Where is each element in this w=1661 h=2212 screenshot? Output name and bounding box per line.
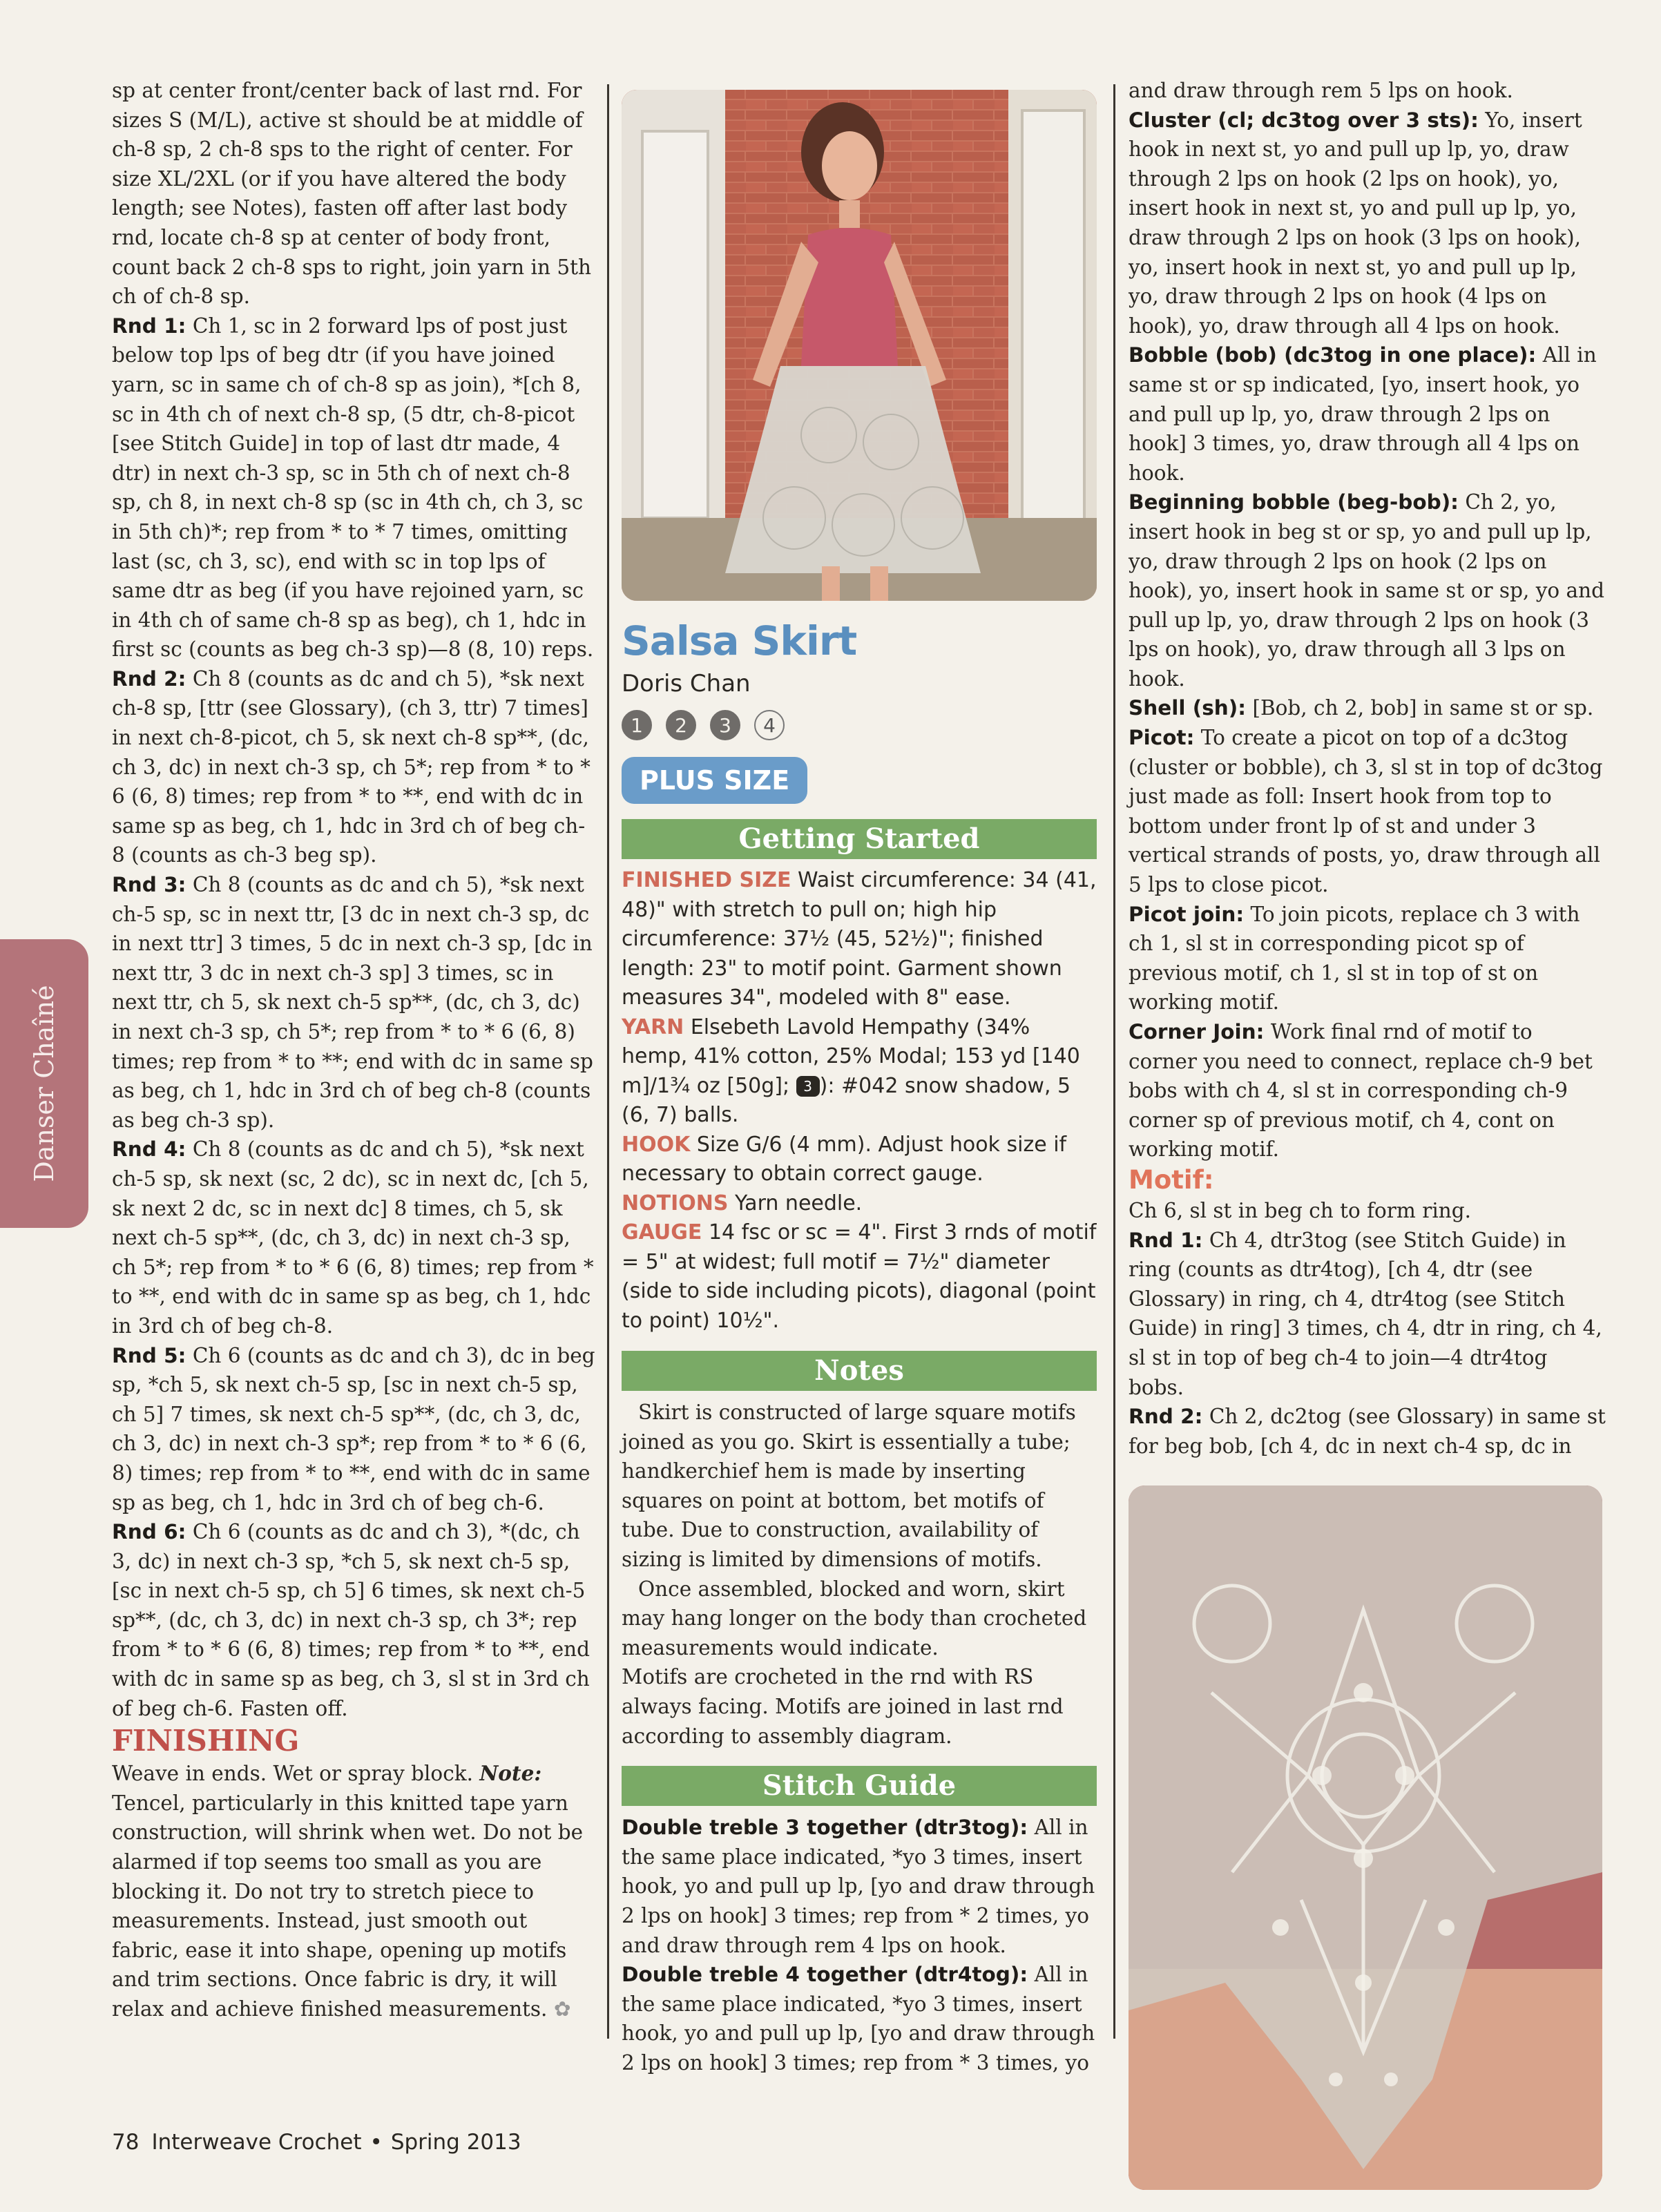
- flower-end-icon: ✿: [553, 1997, 571, 2021]
- cluster-entry: [1129, 106, 1606, 341]
- yarn-text-a: Elsebeth Lavold Hempathy (34% hemp, 41% cotton, 25% Modal; 153 yd [140 m]/1¾ oz [50g];: [622, 1014, 1080, 1098]
- yarn-weight-icon: 3: [796, 1076, 820, 1097]
- pattern-author: Doris Chan: [622, 670, 751, 698]
- round-1-text: Ch 1, sc in 2 forward lps of post just below top lps of beg dtr (if you have joined yarn, sc in same ch of ch-8 sp as join), *[ch 8, sc in 4th ch of next ch-8 sp, (5 dtr, ch-8-picot [see Stitch Guide] in top of last dtr made, 4 dtr) in next ch-3 sp, sc in 5th ch of next ch-8 sp, ch 8, in next ch-8 sp (sc in 4th ch, ch 3, sc in 5th ch)*; rep from * to * 7 times, omitting last (sc, ch 3, sc), end with sc in top lps of same dtr as beg (if you have rejoined yarn, sc in 4th ch of same ch-8 sp as beg), ch 1, hdc in first sc (counts as beg ch-3 sp)—8 (8, 10) reps.: [112, 314, 594, 662]
- round-5-paragraph: [112, 1341, 595, 1518]
- round-4-paragraph: [112, 1135, 595, 1340]
- bobble-entry: [1129, 340, 1606, 488]
- column-rule-right: [1113, 84, 1115, 2039]
- skill-level-4: 4: [754, 710, 785, 740]
- getting-started-section: [622, 866, 1097, 1336]
- round-3-text: Ch 8 (counts as dc and ch 5), *sk next ch-5 sp, sc in next ttr, [3 dc in next ch-3 sp, dc in next ttr] 3 times, 5 dc in next ch-3 sp, [dc in next ttr, 3 dc in next ch-3 sp] 3 times, sc in next ttr, ch 5, sk next ch-5 sp**, (dc, ch 3, dc) in next ch-3 sp, ch 5*; rep from * to * 6 (6, 8) times; rep from * to **; end with dc in same sp as beg, ch 1, hdc in 3rd ch of beg ch-8 (counts as beg ch-3 sp).: [112, 873, 593, 1132]
- lace-detail-photo: [1129, 1485, 1602, 2190]
- dtr3tog-heading: Double treble 3 together (dtr3tog):: [622, 1816, 1028, 1840]
- notes-heading: Notes: [622, 1351, 1097, 1391]
- cluster-heading: Cluster (cl; dc3tog over 3 sts):: [1129, 108, 1479, 132]
- beg-bobble-heading: Beginning bobble (beg-bob):: [1129, 490, 1459, 514]
- finishing-note-label: Note:: [479, 1761, 542, 1786]
- dtr4tog-text: All in the same place indicated, *yo 3 times, insert hook, yo and pull up lp, [yo and draw through 2 lps on hook] 3 times; rep from * 3 times, yo: [622, 1963, 1095, 2075]
- yarn-paragraph: [622, 1013, 1097, 1131]
- page-number: 78: [112, 2130, 140, 2155]
- shell-text: [Bob, ch 2, bob] in same st or sp.: [1246, 696, 1594, 720]
- round-2-paragraph: [112, 664, 595, 870]
- round-1-label: Rnd 1:: [112, 314, 186, 338]
- plus-size-badge: PLUS SIZE: [622, 757, 807, 804]
- beg-bobble-entry: [1129, 488, 1606, 693]
- shell-entry: [1129, 693, 1606, 723]
- motif-rnd-1: [1129, 1226, 1606, 1403]
- round-2-text: Ch 8 (counts as dc and ch 5), *sk next ch-8 sp, [ttr (see Glossary), (ch 3, ttr) 7 times] in next ch-8-picot, ch 5, sk next ch-8 sp**, (dc, ch 3, dc) in next ch-3 sp, ch 5*; rep from * to * 6 (6, 8) times; rep from * to **, end with dc in same sp as beg, ch 1, hdc in 3rd ch of beg ch-8 (counts as ch-3 beg sp).: [112, 666, 591, 867]
- notions-text: Yarn needle.: [728, 1191, 863, 1215]
- finishing-paragraph: [112, 1759, 595, 2023]
- notes-paragraph-1: Skirt is constructed of large square motifs joined as you go. Skirt is essentially a tube; handkerchief hem is made by inserting squares on point at bottom, bet motifs of tube. Due to construction, availability of sizing is limited by dimensions of motifs.: [622, 1401, 1076, 1571]
- motif-rnd-2: [1129, 1402, 1606, 1461]
- round-6-label: Rnd 6:: [112, 1520, 186, 1544]
- skill-level-2: 2: [666, 710, 696, 740]
- gauge-label: GAUGE: [622, 1220, 702, 1244]
- round-2-label: Rnd 2:: [112, 666, 186, 691]
- lace-detail-image: [1129, 1485, 1602, 2190]
- motif-rnd-1-text: Ch 4, dtr3tog (see Stitch Guide) in ring (counts as dtr4tog), [ch 4, dtr (see Glossary) in ring, ch 4, dtr4tog (see Stitch Guide) in ring] 3 times, ch 4, dtr in ring, ch 4, sl st in top of beg ch-4 to join—4 dtr4tog bobs.: [1129, 1228, 1602, 1399]
- beg-bobble-text: Ch 2, yo, insert hook in beg st or sp, yo and pull up lp, yo, draw through 2 lps on hook (2 lps on hook), yo, insert hook in same st or sp, yo and pull up lp, yo, draw through 2 lps on hook (3 lps on hook), yo, draw through all 3 lps on hook.: [1129, 490, 1604, 691]
- motif-heading: Motif:: [1129, 1164, 1214, 1195]
- motif-intro: Ch 6, sl st in beg ch to form ring.: [1129, 1198, 1472, 1222]
- dtr4tog-entry: [622, 1960, 1097, 2077]
- pattern-title: Salsa Skirt: [622, 617, 857, 664]
- bobble-text: All in same st or sp indicated, [yo, insert hook, yo and pull up lp, yo, draw through 2 lps on hook] 3 times, yo, draw through all 4 lps on hook.: [1129, 343, 1597, 485]
- model-photo-image: [622, 90, 1097, 601]
- dtr4tog-continued: and draw through rem 5 lps on hook.: [1129, 79, 1513, 102]
- hook-paragraph: [622, 1131, 1097, 1189]
- motif-rnd-2-text: Ch 2, dc2tog (see Glossary) in same st for beg bob, [ch 4, dc in next ch-4 sp, dc in: [1129, 1405, 1606, 1458]
- finished-size-text: Waist circumference: 34 (41, 48)" with stretch to pull on; high hip circumference: 37½ (45, 52½)"; finished length: 23" to motif point. Garment shown measures 34", modeled with 8" ease.: [622, 868, 1097, 1010]
- corner-join-text: Work final rnd of motif to corner you need to connect, replace ch-9 bet bobs with ch 4, sl st in corresponding ch-9 corner sp of previous motif, ch 4, cont on working motif.: [1129, 1020, 1593, 1162]
- finishing-heading: FINISHING: [112, 1724, 300, 1758]
- round-4-label: Rnd 4:: [112, 1137, 186, 1162]
- finishing-text-b: Tencel, particularly in this knitted tape yarn construction, will shrink when wet. Do not be alarmed if top seems too small as you are blocking it. Do not try to stretch piece to measurements. Instead, just smooth out fabric, ease it into shape, opening up motifs and trim sections. Once fabric is dry, it will relax and achieve finished measurements.: [112, 1791, 584, 2021]
- finished-size-label: FINISHED SIZE: [622, 868, 791, 892]
- section-side-tab: [0, 939, 88, 1228]
- picot-join-heading: Picot join:: [1129, 902, 1245, 926]
- dtr3tog-entry: [622, 1813, 1097, 1960]
- skill-level-3: 3: [710, 710, 740, 740]
- hook-text: Size G/6 (4 mm). Adjust hook size if necessary to obtain correct gauge.: [622, 1132, 1067, 1186]
- model-photo: [622, 90, 1097, 601]
- round-5-label: Rnd 5:: [112, 1343, 186, 1367]
- round-list: [112, 311, 595, 1724]
- corner-join-entry: [1129, 1017, 1606, 1164]
- round-4-text: Ch 8 (counts as dc and ch 5), *sk next ch-5 sp, sk next (sc, 2 dc), sc in next dc, [ch 5, sk next 2 dc, sc in next dc] 8 times, ch 5, sk next ch-5 sp**, (dc, ch 3, dc) in next ch-3 sp, ch 5*; rep from * to * 6 (6, 8) times; rep from * to **, end with dc in same sp as beg, ch 1, hdc in 3rd ch of beg ch-8.: [112, 1137, 594, 1338]
- skill-level-indicator: [622, 710, 1097, 740]
- finished-size-paragraph: [622, 866, 1097, 1013]
- stitch-guide-heading: Stitch Guide: [622, 1766, 1097, 1806]
- gauge-text: 14 fsc or sc = 4". First 3 rnds of motif = 5" at widest; full motif = 7½" diameter (side to side including picots), diagonal (point to point) 10½".: [622, 1220, 1097, 1333]
- dtr3tog-text: All in the same place indicated, *yo 3 times, insert hook, yo and pull up lp, [yo and draw through 2 lps on hook] 3 times; rep from * 2 times, yo and draw through rem 4 lps on hook.: [622, 1816, 1095, 1957]
- issue-name: Spring 2013: [390, 2130, 521, 2155]
- cluster-text: Yo, insert hook in next st, yo and pull up lp, yo, draw through 2 lps on hook (2 lps on hook), yo, insert hook in next st, yo and pull up lp, yo, draw through 2 lps on hook (3 lps on hook), yo, insert hook in next st, yo and pull up lp, yo, draw through 2 lps on hook (4 lps on hook), yo, draw through all 4 lps on hook.: [1129, 108, 1582, 338]
- round-3-label: Rnd 3:: [112, 873, 186, 897]
- notions-paragraph: [622, 1189, 1097, 1219]
- skill-level-1: 1: [622, 710, 652, 740]
- side-tab-label: Danser Chaîné: [29, 985, 59, 1182]
- round-1-paragraph: [112, 311, 595, 664]
- getting-started-heading: Getting Started: [622, 819, 1097, 859]
- shell-heading: Shell (sh):: [1129, 696, 1247, 720]
- picot-text: To create a picot on top of a dc3tog (cluster or bobble), ch 3, sl st in top of dc3tog just made as foll: Insert hook from top to bottom under front lp of st and under 3 vertical strands of posts, yo, draw through all 5 lps to close picot.: [1129, 726, 1603, 897]
- column-1: [112, 76, 595, 2024]
- column-3: [1129, 76, 1606, 2190]
- gauge-paragraph: [622, 1218, 1097, 1336]
- bobble-heading: Bobble (bob) (dc3tog in one place):: [1129, 343, 1537, 367]
- column-rule-left: [607, 84, 609, 2039]
- round-3-paragraph: [112, 870, 595, 1135]
- picot-join-text: To join picots, replace ch 3 with ch 1, sl st in corresponding picot sp of previous motif, ch 1, sl st in top of st on working motif.: [1129, 902, 1580, 1014]
- footer-bullet: •: [369, 2130, 383, 2155]
- magazine-name: Interweave Crochet: [151, 2130, 362, 2155]
- finishing-text-a: Weave in ends. Wet or spray block.: [112, 1762, 480, 1786]
- round-6-text: Ch 6 (counts as dc and ch 3), *(dc, ch 3, dc) in next ch-3 sp, *ch 5, sk next ch-5 sp, [sc in next ch-5 sp, ch 5] 6 times, sk next ch-5 sp**, (dc, ch 3, dc) in next ch-3 sp, ch 3*; rep from * to * 6 (6, 8) times; rep from * to **, end with dc in same sp as beg, ch 3, sl st in 3rd ch of beg ch-6. Fasten off.: [112, 1520, 591, 1720]
- notes-paragraph-2: Once assembled, blocked and worn, skirt may hang longer on the body than crocheted measurements would indicate.: [622, 1577, 1087, 1660]
- corner-join-heading: Corner Join:: [1129, 1020, 1265, 1044]
- dtr4tog-heading: Double treble 4 together (dtr4tog):: [622, 1963, 1028, 1987]
- motif-rnd-1-label: Rnd 1:: [1129, 1228, 1203, 1252]
- round-5-text: Ch 6 (counts as dc and ch 3), dc in beg sp, *ch 5, sk next ch-5 sp, [sc in next ch-5 sp, ch 5] 7 times, sk next ch-5 sp**, (dc, ch 3, dc, ch 3, dc) in next ch-3 sp*; rep from * to * 6 (6, 8) times; rep from * to **, end with dc in same sp as beg, ch 1, hdc in 3rd ch of beg ch-6.: [112, 1343, 595, 1514]
- round-6-paragraph: [112, 1517, 595, 1723]
- picot-heading: Picot:: [1129, 726, 1195, 750]
- column-2: [622, 90, 1097, 2077]
- picot-join-entry: [1129, 900, 1606, 1017]
- page-footer: [112, 2130, 521, 2155]
- picot-entry: [1129, 723, 1606, 900]
- motif-rnd-2-label: Rnd 2:: [1129, 1405, 1203, 1429]
- intro-paragraph: sp at center front/center back of last rnd. For sizes S (M/L), active st should be at middle of ch-8 sp, 2 ch-8 sps to the right of center. For size XL/2XL (or if you have altered the body length; see Notes), fasten off after last body rnd, locate ch-8 sp at center of body front, count back 2 ch-8 sps to right, join yarn in 5th ch of ch-8 sp.: [112, 79, 591, 309]
- hook-label: HOOK: [622, 1132, 691, 1157]
- yarn-label: YARN: [622, 1014, 684, 1039]
- yarn-text-b: ): #042 snow shadow, 5 (6, 7) balls.: [622, 1073, 1071, 1127]
- notions-label: NOTIONS: [622, 1191, 729, 1215]
- notes-paragraph-3: Motifs are crocheted in the rnd with RS always facing. Motifs are joined in last rnd according to assembly diagram.: [622, 1665, 1064, 1748]
